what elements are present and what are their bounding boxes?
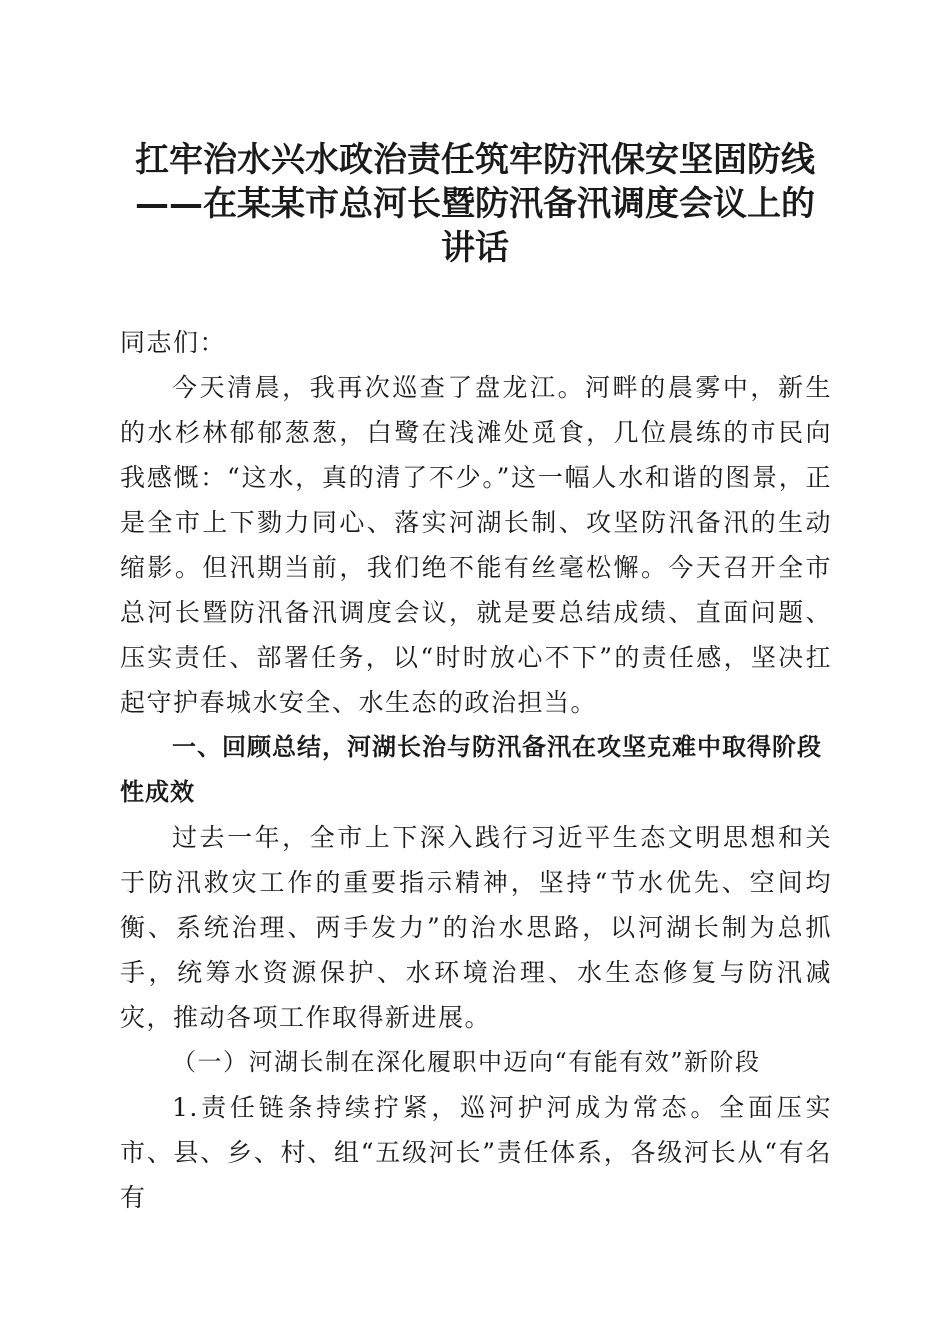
title-line-2: ——在某某市总河长暨防汛备汛调度会议上的: [135, 184, 815, 224]
list-item-paragraph: 1.责任链条持续拧紧，巡河护河成为常态。全面压实市、县、乡、村、组“五级河长”责任体系，各级河长从“有名有: [120, 1093, 832, 1212]
salutation: 同志们：: [120, 328, 227, 357]
section-heading: 一、回顾总结，河湖长治与防汛备汛在攻坚克难中取得阶段性成效: [120, 733, 822, 806]
section-paragraph: 过去一年，全市上下深入践行习近平生态文明思想和关于防汛救灾工作的重要指示精神，坚持“节水优先、空间均衡、系统治理、两手发力”的治水思路，以河湖长制为总抓手，统筹水资源保护、水环境治理、水生态修复与防汛减灾，推动各项工作取得新进展。: [120, 823, 832, 1032]
subsection-heading: （一）河湖长制在深化履职中迈向“有能有效”新阶段: [172, 1048, 761, 1076]
intro-paragraph: 今天清晨，我再次巡查了盘龙江。河畔的晨雾中，新生的水杉林郁郁葱葱，白鹭在浅滩处觅食，几位晨练的市民向我感慨：“这水，真的清了不少。”这一幅人水和谐的图景，正是全市上下勠力同心、落实河湖长制、攻坚防汛备汛的生动缩影。但汛期当前，我们绝不能有丝毫松懈。今天召开全市总河长暨防汛备汛调度会议，就是要总结成绩、直面问题、压实责任、部署任务，以“时时放心不下”的责任感，坚决扛起守护春城水安全、水生态的政治担当。: [120, 373, 832, 717]
title-line-1: 扛牢治水兴水政治责任筑牢防汛保安坚固防线: [135, 140, 815, 180]
title-line-3: 讲话: [441, 228, 509, 268]
document-body: [120, 320, 832, 1220]
document-title: [110, 138, 840, 270]
